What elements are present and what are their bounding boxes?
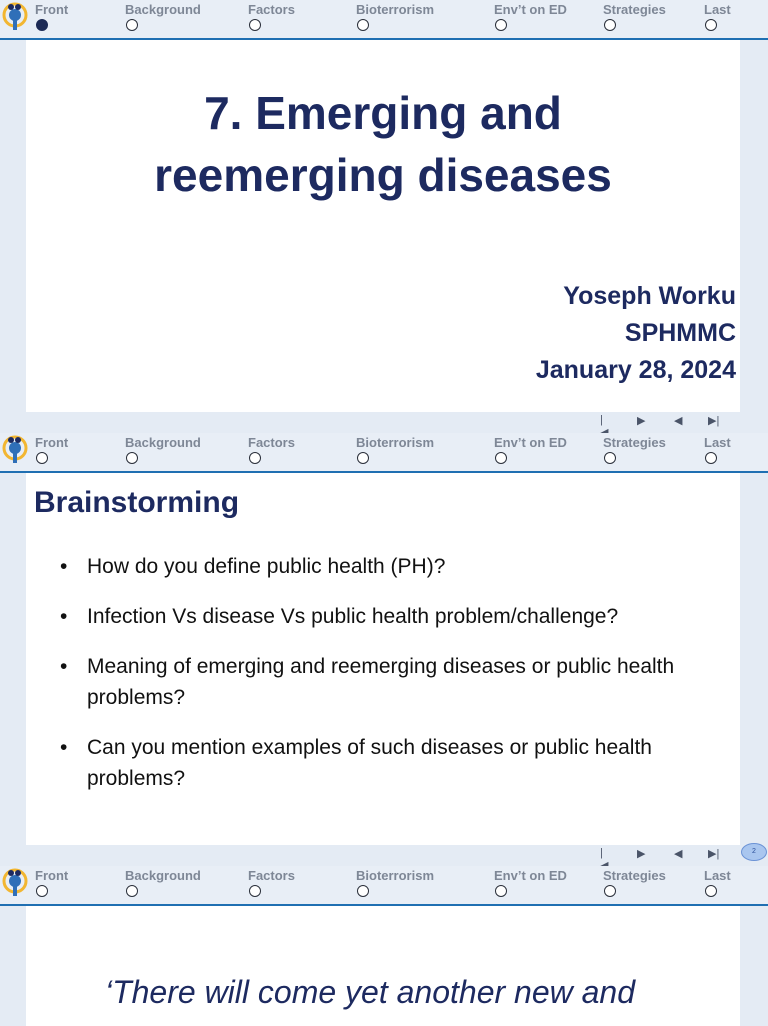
- nav-bar: [0, 0, 768, 40]
- nav-dot: [249, 885, 261, 897]
- logo-icon: [2, 435, 28, 465]
- nav-item-envt-on-ed[interactable]: Env’t on ED: [494, 2, 567, 31]
- nav-item-bioterrorism[interactable]: Bioterrorism: [356, 435, 434, 464]
- list-item: • Can you mention examples of such diseases or public health problems?: [60, 732, 736, 794]
- nav-dot: [604, 19, 616, 31]
- list-item: • How do you define public health (PH)?: [60, 551, 736, 582]
- next-slide-icon[interactable]: ▶: [637, 848, 646, 860]
- slide-title: Brainstorming: [34, 486, 240, 519]
- logo-icon: [2, 868, 28, 898]
- nav-item-strategies[interactable]: Strategies: [603, 435, 666, 464]
- nav-item-background[interactable]: Background: [125, 2, 201, 31]
- nav-item-envt-on-ed[interactable]: Env’t on ED: [494, 435, 567, 464]
- nav-item-strategies[interactable]: Strategies: [603, 2, 666, 31]
- nav-dot: [604, 452, 616, 464]
- first-slide-icon[interactable]: |: [600, 847, 603, 859]
- nav-item-front[interactable]: Front: [35, 868, 68, 897]
- author-name: Yoseph Worku: [563, 282, 736, 310]
- slide-3: [0, 866, 768, 1024]
- presentation-date: January 28, 2024: [535, 356, 736, 384]
- page-number-badge[interactable]: 2: [741, 843, 767, 861]
- nav-dot: [705, 885, 717, 897]
- nav-dot: [249, 19, 261, 31]
- nav-item-factors[interactable]: Factors: [248, 868, 295, 897]
- nav-dot: [357, 19, 369, 31]
- slide-body: [26, 40, 740, 412]
- slide-title: 7. Emerging and reemerging diseases: [154, 87, 612, 201]
- nav-item-last[interactable]: Last: [704, 868, 731, 897]
- nav-item-background[interactable]: Background: [125, 868, 201, 897]
- nav-item-bioterrorism[interactable]: Bioterrorism: [356, 868, 434, 897]
- logo-icon: [2, 2, 28, 32]
- nav-dot: [357, 452, 369, 464]
- nav-dot: [604, 885, 616, 897]
- author-block: [536, 278, 736, 389]
- nav-dot: [495, 19, 507, 31]
- nav-dot: [249, 452, 261, 464]
- nav-item-front[interactable]: Front: [35, 2, 68, 31]
- slide-body: [26, 473, 740, 845]
- nav-dot: [495, 885, 507, 897]
- nav-item-front[interactable]: Front: [35, 435, 68, 464]
- nav-dot: [126, 19, 138, 31]
- list-item: • Infection Vs disease Vs public health problem/challenge?: [60, 601, 736, 632]
- nav-item-background[interactable]: Background: [125, 435, 201, 464]
- nav-item-factors[interactable]: Factors: [248, 2, 295, 31]
- bullet-list: [60, 551, 736, 813]
- nav-item-bioterrorism[interactable]: Bioterrorism: [356, 2, 434, 31]
- next-slide-icon[interactable]: ▶: [637, 415, 646, 427]
- quote-text: ‘There will come yet another new and: [104, 974, 636, 1010]
- nav-dot: [126, 885, 138, 897]
- slide-2: [0, 433, 768, 866]
- prev-slide-icon[interactable]: ◀: [674, 848, 683, 860]
- prev-slide-icon[interactable]: ◀: [674, 415, 683, 427]
- nav-dot: [705, 452, 717, 464]
- slide-1: [0, 0, 768, 433]
- nav-dot: [126, 452, 138, 464]
- nav-dot: [705, 19, 717, 31]
- last-slide-icon[interactable]: ▶|: [708, 415, 720, 427]
- nav-dot: [357, 885, 369, 897]
- last-slide-icon[interactable]: ▶|: [708, 848, 720, 860]
- nav-item-last[interactable]: Last: [704, 435, 731, 464]
- nav-item-factors[interactable]: Factors: [248, 435, 295, 464]
- first-slide-icon[interactable]: |: [600, 414, 603, 426]
- nav-bar: [0, 433, 768, 473]
- nav-item-strategies[interactable]: Strategies: [603, 868, 666, 897]
- author-affiliation: SPHMMC: [624, 319, 736, 347]
- nav-item-last[interactable]: Last: [704, 2, 731, 31]
- nav-dot: [495, 452, 507, 464]
- nav-dot: [36, 885, 48, 897]
- nav-dot: [36, 452, 48, 464]
- nav-bar: [0, 866, 768, 906]
- list-item: • Meaning of emerging and reemerging diseases or public health problems?: [60, 651, 736, 713]
- nav-item-envt-on-ed[interactable]: Env’t on ED: [494, 868, 567, 897]
- nav-dot-active: [36, 19, 48, 31]
